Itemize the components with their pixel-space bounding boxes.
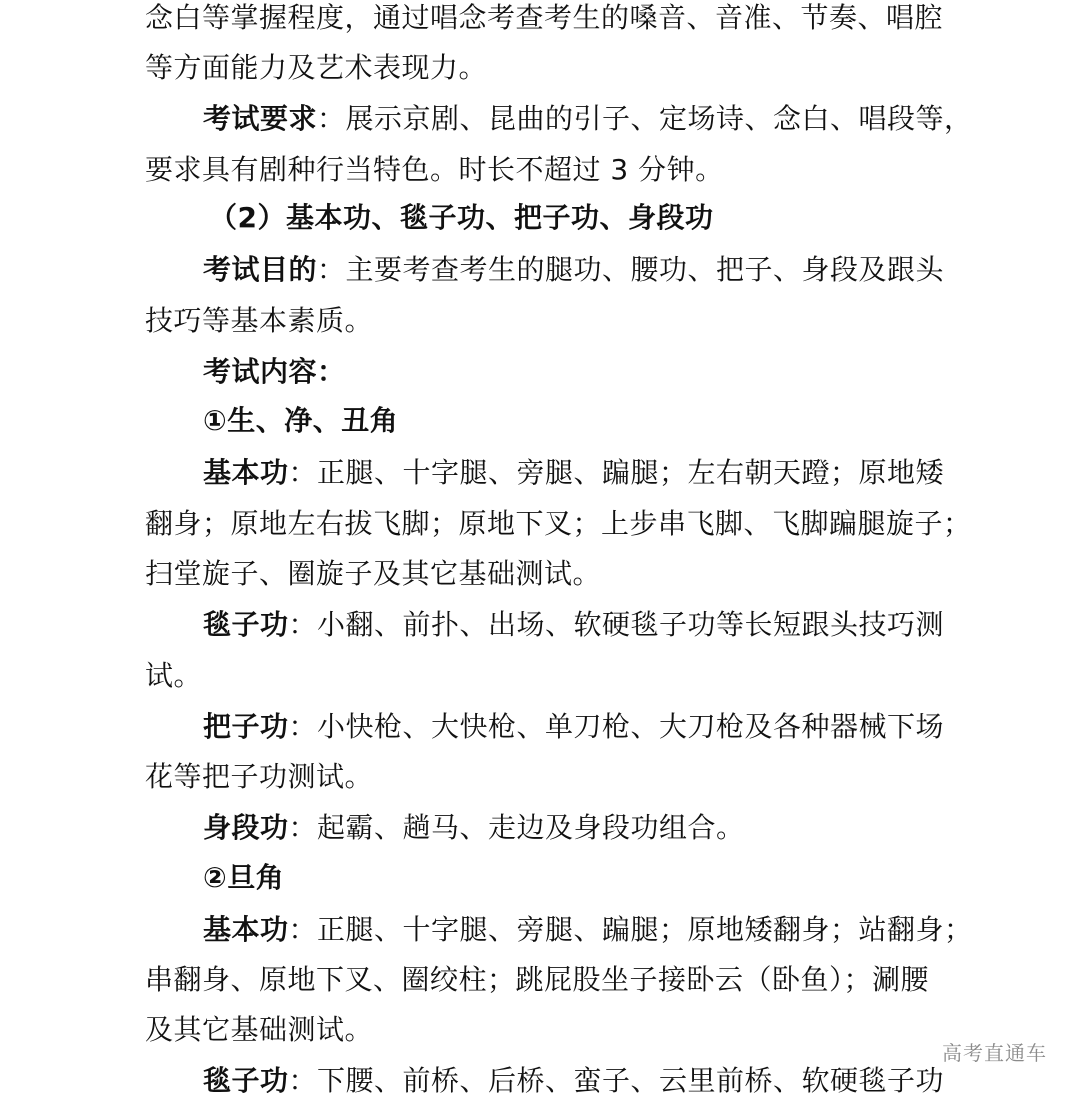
paragraph-line bbox=[145, 506, 972, 542]
line-text: 主要考查考生的腿功、腰功、把子、身段及跟头 bbox=[345, 253, 945, 286]
line-text: 花等把子功测试。 bbox=[145, 760, 374, 793]
skill-line bbox=[203, 455, 944, 491]
line-text: 技巧等基本素质。 bbox=[145, 304, 374, 337]
term-label: 毯子功 bbox=[203, 1064, 289, 1097]
line-text: 起霸、趟马、走边及身段功组合。 bbox=[317, 811, 745, 844]
heading-text: 考试内容： bbox=[203, 355, 346, 388]
paragraph-line bbox=[145, 0, 943, 36]
term-label: 基本功 bbox=[203, 913, 289, 946]
term-separator: ： bbox=[288, 608, 318, 641]
role-heading bbox=[203, 860, 284, 896]
line-text: 正腿、十字腿、旁腿、蹁腿；原地矮翻身；站翻身； bbox=[317, 913, 973, 946]
paragraph-line bbox=[145, 303, 373, 339]
skill-line bbox=[203, 709, 944, 745]
paragraph-line bbox=[145, 759, 373, 795]
paragraph-line bbox=[145, 1012, 373, 1048]
skill-line bbox=[203, 810, 745, 846]
term-label: 把子功 bbox=[203, 710, 289, 743]
term-separator: ： bbox=[288, 913, 318, 946]
line-text: 小翻、前扑、出场、软硬毯子功等长短跟头技巧测 bbox=[317, 608, 945, 641]
term-separator: ： bbox=[288, 456, 318, 489]
paragraph-line bbox=[145, 556, 601, 592]
paragraph-line bbox=[145, 658, 202, 694]
term-label: 考试目的 bbox=[203, 253, 318, 286]
skill-line bbox=[203, 912, 973, 948]
heading-text: ②旦角 bbox=[203, 861, 285, 894]
line-text: 翻身；原地左右拔飞脚；原地下叉；上步串飞脚、飞脚蹁腿旋子； bbox=[145, 507, 972, 540]
purpose-line bbox=[203, 252, 944, 288]
line-text: 及其它基础测试。 bbox=[145, 1013, 374, 1046]
term-label: 身段功 bbox=[203, 811, 289, 844]
heading-text: ①生、净、丑角 bbox=[203, 404, 399, 437]
term-label: 考试要求 bbox=[203, 102, 318, 135]
line-text: 扫堂旋子、圈旋子及其它基础测试。 bbox=[145, 557, 602, 590]
term-label: 毯子功 bbox=[203, 608, 289, 641]
term-separator: ： bbox=[317, 102, 346, 135]
term-separator: ： bbox=[288, 710, 318, 743]
paragraph-line bbox=[145, 962, 929, 998]
line-text: 念白等掌握程度，通过唱念考查考生的嗓音、音准、节奏、唱腔 bbox=[145, 1, 944, 34]
paragraph-line bbox=[145, 50, 487, 86]
line-text: 展示京剧、昆曲的引子、定场诗、念白、唱段等， bbox=[345, 102, 973, 135]
line-text: 串翻身、原地下叉、圈绞柱；跳屁股坐子接卧云（卧鱼）；涮腰 bbox=[145, 963, 930, 996]
line-text: 要求具有剧种行当特色。时长不超过 3 分钟。 bbox=[145, 153, 724, 186]
term-separator: ： bbox=[288, 1064, 318, 1097]
heading-text: （2）基本功、毯子功、把子功、身段功 bbox=[209, 201, 714, 234]
subsection-heading bbox=[203, 354, 346, 390]
role-heading bbox=[203, 403, 398, 439]
line-text: 小快枪、大快枪、单刀枪、大刀枪及各种器械下场 bbox=[317, 710, 945, 743]
line-text: 正腿、十字腿、旁腿、蹁腿；左右朝天蹬；原地矮 bbox=[317, 456, 945, 489]
term-separator: ： bbox=[317, 253, 346, 286]
line-text: 试。 bbox=[145, 659, 203, 692]
section-heading bbox=[209, 200, 714, 236]
skill-line bbox=[203, 607, 944, 643]
paragraph-line bbox=[145, 152, 724, 188]
line-text: 下腰、前桥、后桥、蛮子、云里前桥、软硬毯子功 bbox=[317, 1064, 945, 1097]
line-text: 等方面能力及艺术表现力。 bbox=[145, 51, 488, 84]
watermark: 高考直通车 bbox=[942, 1041, 1047, 1065]
term-label: 基本功 bbox=[203, 456, 289, 489]
requirement-line bbox=[203, 101, 973, 137]
term-separator: ： bbox=[288, 811, 318, 844]
